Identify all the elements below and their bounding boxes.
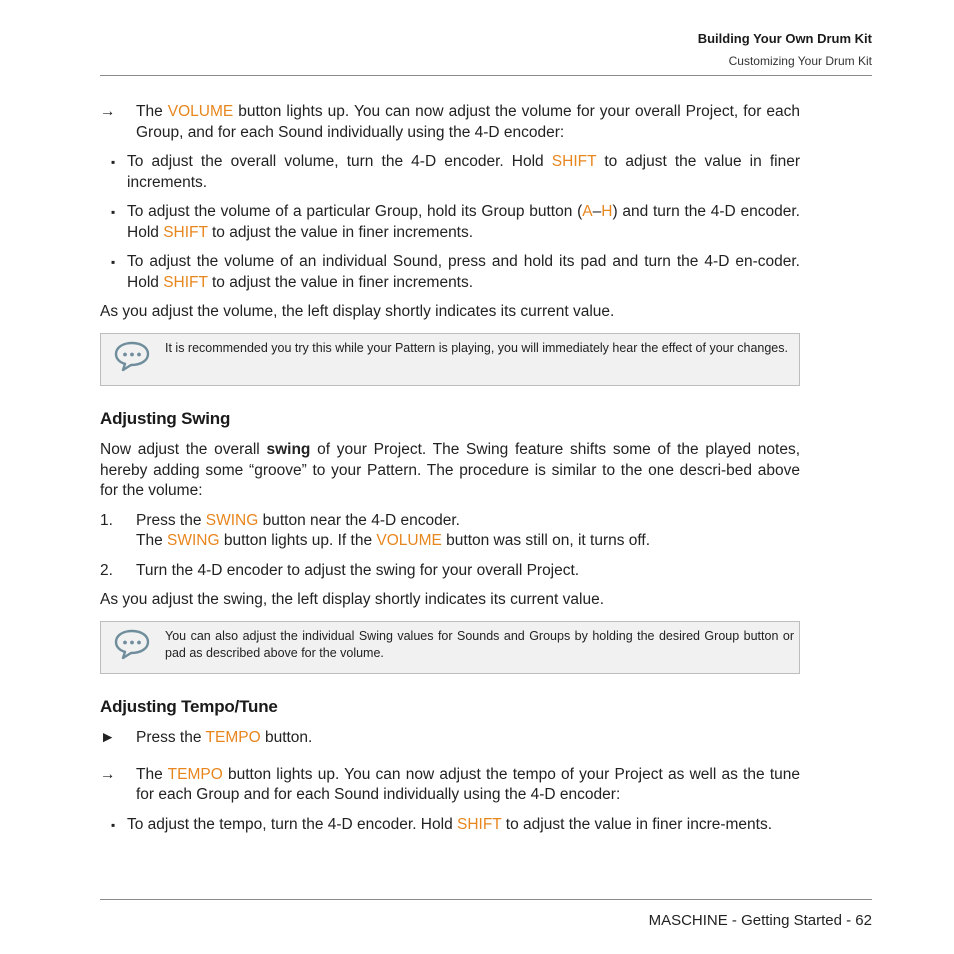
speech-bubble-icon xyxy=(113,340,165,378)
page-header xyxy=(100,30,872,70)
volume-button-ref: VOLUME xyxy=(167,103,234,120)
tip-text: You can also adjust the individual Swing values for Sounds and Groups by holding the desired Group button or pad as described above for the volume. xyxy=(165,628,794,660)
bullet-icon: ▪ xyxy=(111,155,116,169)
arrow-icon: → xyxy=(100,765,116,783)
action-item: ► Press the TEMPO button. xyxy=(100,728,800,749)
shift-button-ref: SHIFT xyxy=(551,153,597,170)
step-item: 2. Turn the 4-D encoder to adjust the swing for your overall Project. xyxy=(100,561,800,582)
heading-adjusting-tempo-tune: Adjusting Tempo/Tune xyxy=(100,697,278,716)
group-a-ref: A xyxy=(582,203,593,220)
swing-button-ref: SWING xyxy=(167,532,220,549)
page-content xyxy=(100,102,800,835)
section-title: Customizing Your Drum Kit xyxy=(728,54,872,68)
shift-button-ref: SHIFT xyxy=(163,273,208,291)
tip-box xyxy=(100,333,800,387)
bullet-icon: ▪ xyxy=(111,255,116,269)
result-paragraph-tempo: → The TEMPO button lights up. You can now adjust the tempo of your Project as well as the tune for each Group and for each Sound individually using the 4-D encoder: xyxy=(100,765,800,806)
step-item: 1. Press the SWING button near the 4-D encoder. The SWING button lights up. If the VOLUME button was still on, it turns off. xyxy=(100,511,800,552)
paragraph: Now adjust the overall swing of your Project. The Swing feature shifts some of the played notes, hereby adding some “groove” to your Pattern. The procedure is similar to the one descri-bed above for the volume: xyxy=(100,441,801,499)
heading-adjusting-swing: Adjusting Swing xyxy=(100,409,231,428)
shift-button-ref: SHIFT xyxy=(163,223,208,241)
list-item: ▪ To adjust the volume of an individual Sound, press and hold its pad and turn the 4-D en-coder. Hold SHIFT to adjust the value in finer increments. xyxy=(100,252,800,293)
group-h-ref: H xyxy=(601,203,613,220)
step-number: 2. xyxy=(100,561,113,579)
chapter-title: Building Your Own Drum Kit xyxy=(697,31,872,46)
bullet-icon: ▪ xyxy=(111,817,116,832)
tempo-button-ref: TEMPO xyxy=(167,765,223,783)
paragraph: As you adjust the swing, the left display shortly indicates its current value. xyxy=(100,591,604,608)
footer-divider xyxy=(100,899,872,900)
header-divider xyxy=(100,75,872,76)
shift-button-ref: SHIFT xyxy=(457,815,502,833)
bullet-icon: ▪ xyxy=(111,205,116,219)
arrow-icon: → xyxy=(100,103,116,120)
play-triangle-icon: ► xyxy=(100,729,116,746)
list-item: ▪ To adjust the volume of a particular Group, hold its Group button (A–H) and turn the 4-D encoder. Hold SHIFT to adjust the value in finer increments. xyxy=(100,202,800,243)
list-item: ▪ To adjust the overall volume, turn the 4-D encoder. Hold SHIFT to adjust the value in finer increments. xyxy=(100,152,800,193)
result-paragraph-volume: → The VOLUME button lights up. You can now adjust the volume for your overall Project, for each Group, and for each Sound individually using the 4-D encoder: xyxy=(100,102,800,143)
volume-button-ref: VOLUME xyxy=(376,532,442,549)
swing-term: swing xyxy=(266,441,311,458)
step-number: 1. xyxy=(100,511,113,529)
speech-bubble-icon xyxy=(113,628,165,666)
tip-box xyxy=(100,621,800,675)
swing-button-ref: SWING xyxy=(205,511,259,529)
tip-text: It is recommended you try this while your Pattern is playing, you will immediately hear the effect of your changes. xyxy=(165,340,788,355)
tempo-button-ref: TEMPO xyxy=(205,729,261,746)
paragraph: As you adjust the volume, the left display shortly indicates its current value. xyxy=(100,303,615,320)
list-item: ▪ To adjust the tempo, turn the 4-D encoder. Hold SHIFT to adjust the value in finer incre-ments. xyxy=(100,815,800,836)
page-footer: MASCHINE - Getting Started - 62 xyxy=(648,912,872,929)
